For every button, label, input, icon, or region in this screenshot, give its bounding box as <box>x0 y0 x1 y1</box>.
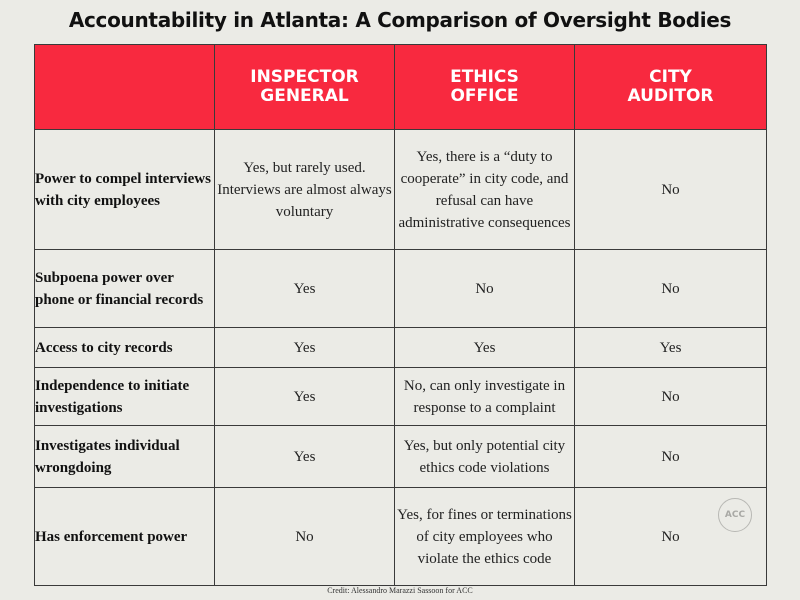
row-label: Independence to initiate investigations <box>35 368 215 426</box>
cell-city-auditor: No <box>575 368 767 426</box>
table-row <box>35 368 767 426</box>
table-row <box>35 426 767 488</box>
cell-ethics-office: No <box>395 250 575 328</box>
table-row <box>35 328 767 368</box>
cell-city-auditor: No <box>575 426 767 488</box>
cell-city-auditor: Yes <box>575 328 767 368</box>
cell-ethics-office: Yes, for fines or terminations of city employees who violate the ethics code <box>395 488 575 586</box>
table-row <box>35 130 767 250</box>
cell-inspector-general: Yes <box>215 250 395 328</box>
header-ethics-office: ETHICS OFFICE <box>395 45 575 130</box>
acc-logo: ACC <box>718 498 752 532</box>
table-row <box>35 488 767 586</box>
cell-ethics-office: No, can only investigate in response to a complaint <box>395 368 575 426</box>
header-blank <box>35 45 215 130</box>
cell-inspector-general: Yes <box>215 328 395 368</box>
header-city-auditor: CITY AUDITOR <box>575 45 767 130</box>
row-label: Subpoena power over phone or financial records <box>35 250 215 328</box>
row-label: Access to city records <box>35 328 215 368</box>
cell-city-auditor: No <box>575 488 767 586</box>
comparison-table <box>34 44 767 586</box>
table-header-row <box>35 45 767 130</box>
cell-city-auditor: No <box>575 130 767 250</box>
header-inspector-general: INSPECTOR GENERAL <box>215 45 395 130</box>
row-label: Investigates individual wrongdoing <box>35 426 215 488</box>
cell-inspector-general: No <box>215 488 395 586</box>
page-title: Accountability in Atlanta: A Comparison of Oversight Bodies <box>68 8 732 32</box>
cell-ethics-office: Yes, there is a “duty to cooperate” in city code, and refusal can have administrative consequences <box>395 130 575 250</box>
cell-inspector-general: Yes <box>215 426 395 488</box>
row-label: Has enforcement power <box>35 488 215 586</box>
row-label: Power to compel interviews with city employees <box>35 130 215 250</box>
cell-ethics-office: Yes <box>395 328 575 368</box>
cell-city-auditor: No <box>575 250 767 328</box>
cell-ethics-office: Yes, but only potential city ethics code violations <box>395 426 575 488</box>
table-row <box>35 250 767 328</box>
photo-credit: Credit: Alessandro Marazzi Sassoon for ACC <box>327 586 473 595</box>
cell-inspector-general: Yes, but rarely used. Interviews are almost always voluntary <box>215 130 395 250</box>
cell-inspector-general: Yes <box>215 368 395 426</box>
